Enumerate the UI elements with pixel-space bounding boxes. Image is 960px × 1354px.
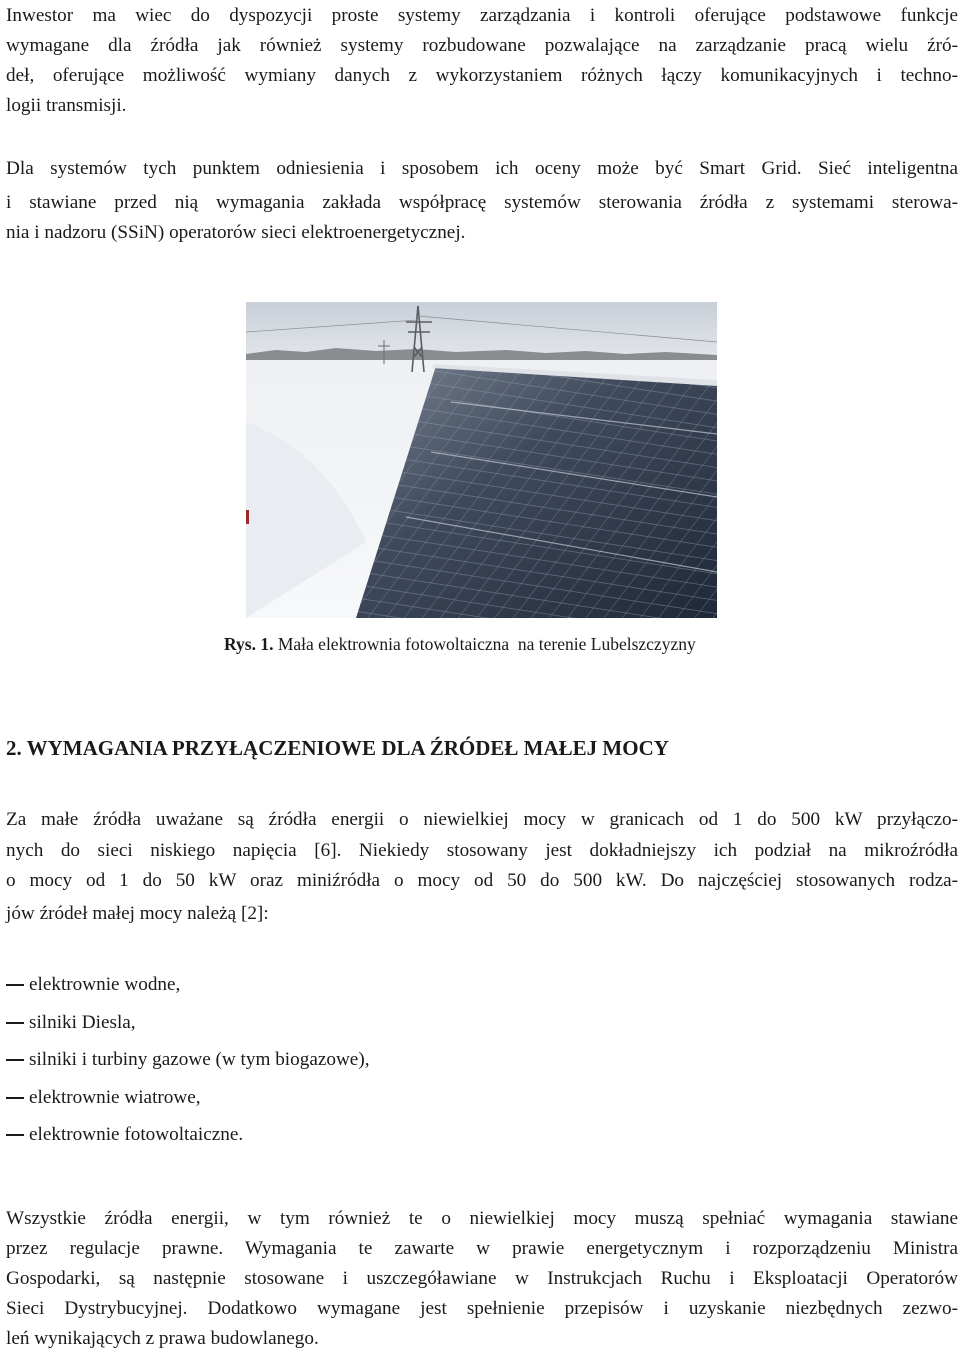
paragraph-line: Inwestor ma wiec do dyspozycji proste systemy zarządzania i kontroli oferujące podstawowe funkcje: [6, 5, 958, 26]
paragraph-line: leń wynikających z prawa budowlanego.: [6, 1328, 319, 1349]
dash-bullet-icon: [6, 1134, 24, 1136]
source-types-list: [6, 970, 370, 1158]
dash-bullet-icon: [6, 1097, 24, 1099]
section-heading: 2. WYMAGANIA PRZYŁĄCZENIOWE DLA ŹRÓDEŁ MAŁEJ MOCY: [6, 736, 669, 760]
list-item: [6, 970, 370, 1008]
paragraph-line: deł, oferujące możliwość wymiany danych z wykorzystaniem różnych łączy komunikacyjnych i techno-: [6, 65, 958, 86]
figure-caption: [224, 630, 696, 658]
solar-panels-image: [246, 302, 717, 618]
list-item: [6, 1120, 370, 1158]
paragraph-line: nia i nadzoru (SSiN) operatorów sieci elektroenergetycznej.: [6, 222, 466, 243]
list-item-text: silniki i turbiny gazowe (w tym biogazowe),: [29, 1049, 370, 1071]
paragraph-line: nych do sieci niskiego napięcia [6]. Niekiedy stosowany jest dokładniejszy ich podział na mikroźródła: [6, 840, 958, 861]
figure-caption-text: Mała elektrownia fotowoltaiczna na terenie Lubelszczyzny: [273, 634, 696, 654]
paragraph-line: jów źródeł małej mocy należą [2]:: [6, 903, 269, 924]
list-item: [6, 1008, 370, 1046]
paragraph-line: Dla systemów tych punktem odniesienia i sposobem ich oceny może być Smart Grid. Sieć inteligentna: [6, 158, 958, 179]
dash-bullet-icon: [6, 1022, 24, 1024]
list-item-text: elektrownie wodne,: [29, 974, 181, 995]
dash-bullet-icon: [6, 1059, 24, 1061]
paragraph-line: przez regulacje prawne. Wymagania te zawarte w prawie energetycznym i rozporządzeniu Ministra: [6, 1238, 958, 1259]
paragraph-line: Za małe źródła uważane są źródła energii o niewielkiej mocy w granicach od 1 do 500 kW przyłączo-: [6, 809, 958, 830]
list-item-text: elektrownie fotowoltaiczne.: [29, 1124, 244, 1146]
paragraph-line: o mocy od 1 do 50 kW oraz miniźródła o mocy od 50 do 500 kW. Do najczęściej stosowanych rodza-: [6, 870, 958, 891]
solar-panels-photo: [246, 302, 717, 618]
paragraph-line: i stawiane przed nią wymagania zakłada współpracę systemów sterowania źródła z systemami sterowa-: [6, 192, 958, 213]
paragraph-line: logii transmisji.: [6, 95, 127, 116]
list-item: [6, 1083, 370, 1121]
list-item-text: silniki Diesla,: [29, 1011, 136, 1033]
paragraph-line: Gospodarki, są następnie stosowane i uszczegóławiane w Instrukcjach Ruchu i Eksploatacji Operatorów: [6, 1268, 958, 1289]
list-item-text: elektrownie wiatrowe,: [29, 1086, 201, 1108]
paragraph-line: Sieci Dystrybucyjnej. Dodatkowo wymagane jest spełnienie przepisów i uzyskanie niezbędnych zezwo-: [6, 1298, 958, 1319]
paragraph-line: Wszystkie źródła energii, w tym również te o niewielkiej mocy muszą spełniać wymagania stawiane: [6, 1208, 958, 1229]
figure-caption-label: Rys. 1.: [224, 634, 274, 654]
dash-bullet-icon: [6, 984, 24, 986]
list-item: [6, 1045, 370, 1083]
paragraph-line: wymagane dla źródła jak również systemy rozbudowane pozwalające na zarządzanie pracą wielu źró-: [6, 35, 958, 56]
